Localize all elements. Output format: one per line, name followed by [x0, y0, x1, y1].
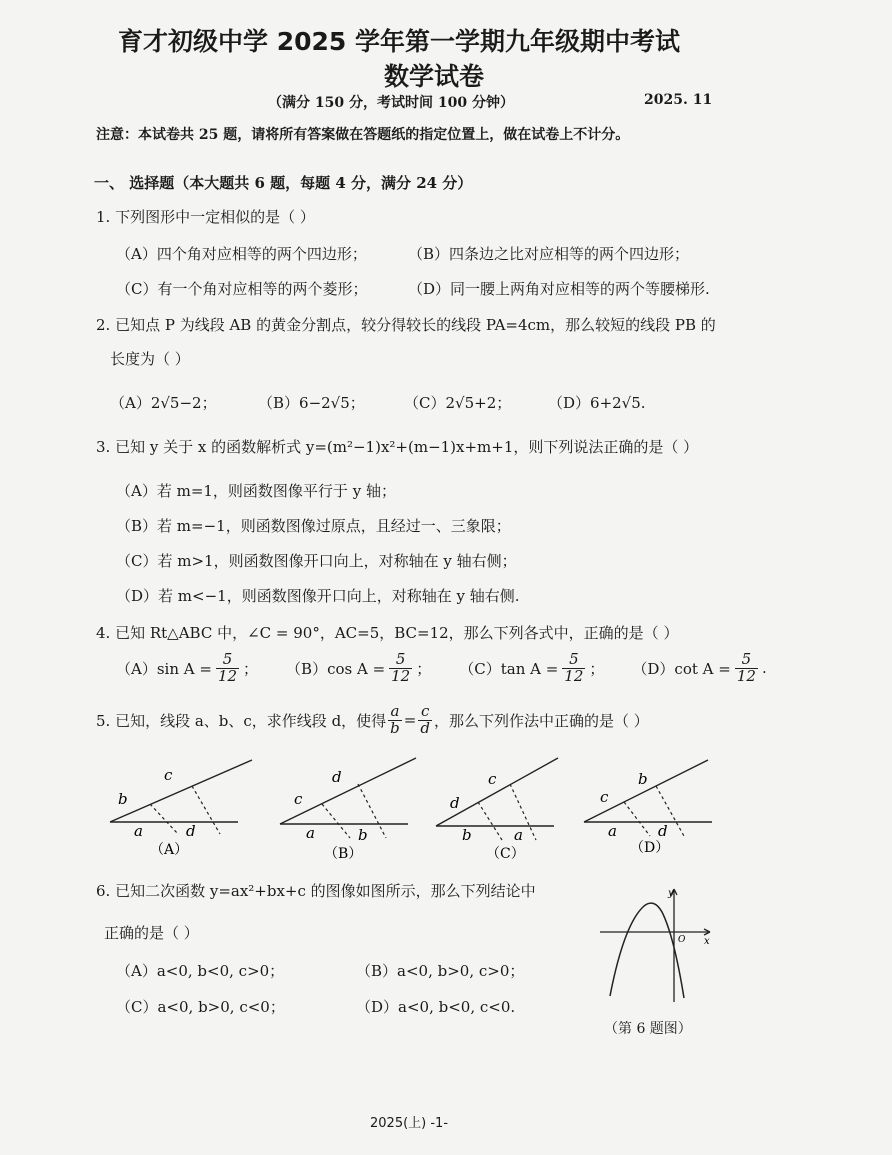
fraction-denominator: 12	[391, 666, 411, 685]
question-3-option-c: （C）若 m>1，则函数图像开口向上，对称轴在 y 轴右侧；	[116, 552, 517, 570]
figure-a	[110, 760, 252, 858]
fig-b-upper-2: d	[332, 768, 342, 786]
question-5-fraction-ab	[388, 704, 402, 737]
fig-a-upper-2: c	[164, 766, 173, 784]
question-2-stem: 2. 已知点 P 为线段 AB 的黄金分割点，较分得较长的线段 PA=4cm，那么较短的线段 PB 的	[96, 316, 716, 334]
fig-b-upper-1: c	[294, 790, 303, 808]
question-4-option-b-label: （B）cos A =	[286, 659, 386, 678]
fig-c-lower-2: a	[514, 826, 523, 844]
fig-d-label: （D）	[630, 840, 670, 856]
question-1-option-c: （C）有一个角对应相等的两个菱形；	[116, 280, 368, 298]
question-4-stem: 4. 已知 Rt△ABC 中，∠C = 90°，AC=5，BC=12，那么下列各式中，正确的是（ ）	[96, 624, 679, 642]
fig-b-label: （B）	[324, 846, 363, 862]
section-heading: 一、 选择题（本大题共 6 题，每题 4 分，满分 24 分）	[94, 174, 473, 192]
axis-y-label: y	[668, 888, 674, 899]
question-4-option-c-label: （C）tan A =	[459, 659, 559, 678]
question-1-option-d: （D）同一腰上两角对应相等的两个等腰梯形.	[408, 280, 710, 298]
figure-d	[584, 760, 712, 856]
page-footer: 2025(上) -1-	[370, 1116, 449, 1131]
fig-b-lower-2: b	[358, 826, 368, 844]
question-3-option-d: （D）若 m<−1，则函数图像开口向上，对称轴在 y 轴右侧.	[116, 587, 520, 605]
fig-c-label: （C）	[486, 846, 525, 862]
fig-a-upper-1: b	[118, 790, 128, 808]
question-2-option-c: （C）2√5+2；	[404, 394, 512, 412]
question-1-stem: 1. 下列图形中一定相似的是（ ）	[96, 208, 315, 226]
fig-b-lower-1: a	[306, 824, 315, 842]
question-6-option-b: （B）a<0, b>0, c>0；	[356, 962, 525, 980]
exam-title: 育才初级中学 2025 学年第一学期九年级期中考试	[118, 27, 680, 56]
question-4-option-b-fraction	[389, 652, 412, 685]
fig-c-lower-1: b	[462, 826, 472, 844]
figure-b	[280, 758, 416, 862]
question-4-option-c-fraction	[562, 652, 585, 685]
fraction-numerator: 5	[216, 652, 239, 669]
fraction-denominator: 12	[564, 666, 584, 685]
axis-x-label: x	[704, 936, 710, 947]
fraction-denominator: 12	[217, 666, 238, 685]
question-6-figure	[596, 884, 720, 1006]
fig-d-upper-1: c	[600, 788, 609, 806]
question-6-stem: 6. 已知二次函数 y=ax²+bx+c 的图像如图所示，那么下列结论中	[96, 882, 536, 900]
question-6-stem-cont: 正确的是（ ）	[104, 924, 199, 942]
exam-meta: （满分 150 分，考试时间 100 分钟）	[268, 95, 514, 111]
question-2-option-b: （B）6−2√5；	[258, 394, 365, 412]
question-4-option-d-fraction	[735, 652, 758, 685]
separator: ；	[589, 659, 605, 678]
fig-a-label: （A）	[150, 842, 189, 858]
question-4-options	[116, 652, 767, 685]
equals-sign: =	[403, 711, 417, 730]
question-6-option-d: （D）a<0, b<0, c<0.	[356, 998, 516, 1016]
question-5-stem-pre: 5. 已知，线段 a、b、c，求作线段 d，使得	[96, 711, 387, 730]
fig-c-upper-1: d	[450, 794, 460, 812]
fig-d-upper-2: b	[638, 770, 648, 788]
question-3-stem: 3. 已知 y 关于 x 的函数解析式 y=(m²−1)x²+(m−1)x+m+1，则下列说法正确的是（ ）	[96, 438, 699, 456]
separator: ；	[243, 659, 259, 678]
question-4-option-a-label: （A）sin A =	[116, 659, 212, 678]
fraction-numerator: 5	[735, 652, 758, 669]
question-2-option-a: （A）2√5−2；	[110, 394, 217, 412]
fraction-denominator: d	[420, 718, 430, 737]
exam-date: 2025. 11	[644, 92, 713, 108]
figure-c	[436, 758, 558, 862]
question-6-option-a: （A）a<0, b<0, c>0；	[116, 962, 285, 980]
fraction-numerator: a	[388, 704, 402, 721]
question-3-option-a: （A）若 m=1，则函数图像平行于 y 轴；	[116, 482, 396, 500]
question-6-figure-caption: （第 6 题图）	[604, 1021, 692, 1037]
fig-d-lower-1: a	[608, 822, 617, 840]
fig-c-upper-2: c	[488, 770, 497, 788]
exam-subtitle: 数学试卷	[384, 62, 485, 91]
question-4-option-d-label: （D）cot A =	[632, 659, 731, 678]
fraction-denominator: 12	[736, 666, 756, 685]
axis-origin-label: O	[678, 935, 686, 945]
question-4-option-a-fraction	[216, 652, 239, 685]
fig-a-lower-1: a	[134, 822, 143, 840]
separator: ；	[416, 659, 432, 678]
question-5-fraction-cd	[418, 704, 432, 737]
fraction-numerator: 5	[562, 652, 585, 669]
question-5-stem	[96, 704, 649, 737]
question-6-option-c: （C）a<0, b>0, c<0；	[116, 998, 285, 1016]
exam-notice: 注意：本试卷共 25 题，请将所有答案做在答题纸的指定位置上，做在试卷上不计分。	[96, 127, 630, 143]
question-2-option-d: （D）6+2√5.	[548, 394, 646, 412]
question-3-option-b: （B）若 m=−1，则函数图像过原点，且经过一、三象限；	[116, 517, 511, 535]
fraction-denominator: b	[390, 718, 400, 737]
fig-a-lower-2: d	[186, 822, 196, 840]
question-1-option-b: （B）四条边之比对应相等的两个四边形；	[408, 245, 690, 263]
fig-d-lower-2: d	[658, 822, 668, 840]
end-mark: .	[761, 659, 767, 678]
question-2-stem-cont: 长度为（ ）	[110, 350, 190, 368]
question-5-figures	[100, 752, 740, 864]
fraction-numerator: 5	[389, 652, 412, 669]
question-5-stem-post: ，那么下列作法中正确的是（ ）	[433, 711, 649, 730]
fraction-numerator: c	[418, 704, 432, 721]
question-1-option-a: （A）四个角对应相等的两个四边形；	[116, 245, 367, 263]
